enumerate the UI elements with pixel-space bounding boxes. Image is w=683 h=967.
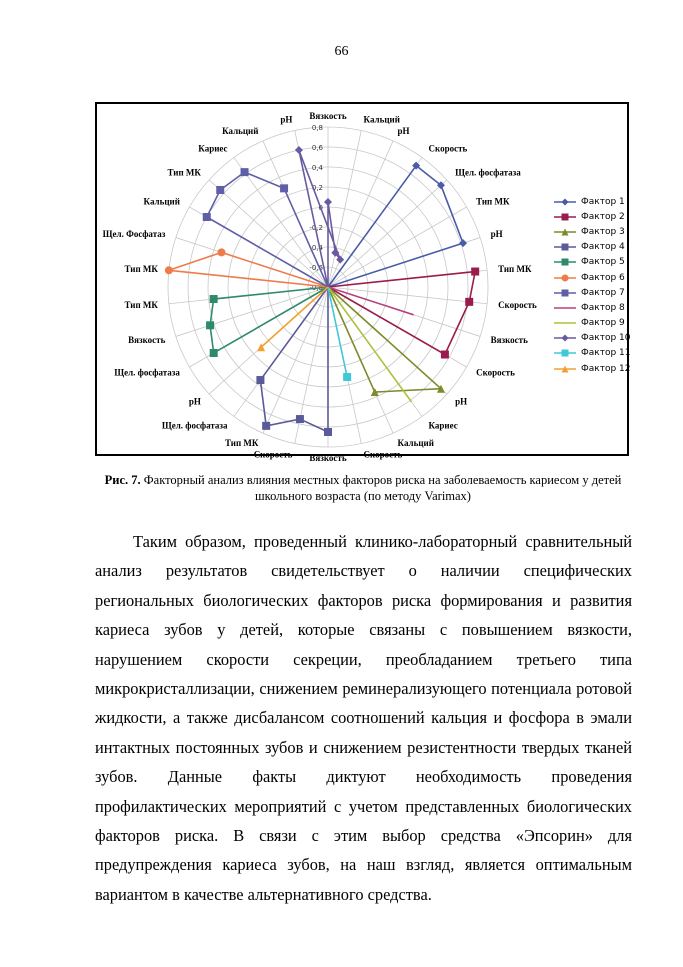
data-point — [296, 415, 304, 423]
legend-label: Фактор 2 — [581, 211, 625, 222]
legend-label: Фактор 12 — [581, 363, 631, 374]
category-label: Скорость — [253, 449, 293, 460]
radial-tick-label: 0,4 — [311, 164, 323, 172]
category-label: Щел. фосфатаза — [161, 420, 228, 431]
data-point — [262, 422, 270, 430]
series-line — [261, 287, 328, 347]
legend-swatch — [554, 348, 576, 358]
data-point — [241, 168, 249, 176]
legend-label: Фактор 4 — [581, 242, 625, 253]
category-label: pH — [455, 396, 468, 407]
legend-item — [554, 316, 626, 331]
figure-caption-label: Рис. 7. — [104, 473, 141, 487]
category-label: Вязкость — [128, 334, 166, 345]
data-point — [471, 268, 479, 276]
legend-swatch — [554, 364, 576, 374]
category-label: Вязкость — [309, 453, 347, 463]
legend-swatch — [554, 227, 576, 237]
legend-item — [554, 194, 626, 209]
figure-frame — [95, 102, 631, 463]
category-label: Вязкость — [490, 334, 528, 345]
category-label: Тип МК — [476, 196, 510, 207]
grid-spoke — [263, 287, 328, 433]
page-number: 66 — [334, 44, 349, 59]
category-label: Тип МК — [498, 264, 532, 275]
legend-item — [554, 224, 626, 239]
legend-item — [554, 255, 626, 270]
legend-item — [554, 331, 631, 346]
category-label: pH — [397, 125, 410, 136]
category-label: Тип МК — [124, 299, 158, 310]
legend-label: Фактор 3 — [581, 226, 625, 237]
category-label: pH — [490, 229, 503, 240]
legend-item — [554, 300, 626, 315]
category-label: Вязкость — [309, 111, 347, 121]
data-point — [217, 248, 225, 256]
data-point — [280, 184, 288, 192]
category-label: Кальций — [397, 438, 434, 449]
radial-tick-label: -0,8 — [309, 284, 323, 292]
category-label: Кариес — [198, 143, 228, 154]
data-point — [216, 186, 224, 194]
data-point — [203, 213, 211, 221]
category-label: Тип МК — [124, 264, 158, 275]
radial-tick-label: 0,6 — [311, 144, 323, 152]
category-label: pH — [188, 396, 201, 407]
legend-item — [554, 270, 626, 285]
category-label: Кальций — [363, 114, 400, 125]
category-label: Скорость — [498, 299, 537, 310]
category-label: Кариес — [428, 420, 458, 431]
category-label: Скорость — [428, 143, 468, 154]
grid-spoke — [328, 180, 447, 287]
legend-swatch — [554, 288, 576, 298]
data-point — [165, 266, 173, 274]
legend-label: Фактор 1 — [581, 196, 625, 207]
figure-caption — [90, 472, 636, 504]
data-point — [465, 298, 473, 306]
legend-item — [554, 209, 626, 224]
radial-tick-label: -0,4 — [309, 244, 323, 252]
legend-label: Фактор 7 — [581, 287, 625, 298]
legend-swatch — [554, 273, 576, 283]
legend-swatch — [554, 303, 576, 313]
radial-tick-label: -0,6 — [309, 264, 323, 272]
data-point — [206, 321, 214, 329]
legend-label: Фактор 10 — [581, 333, 631, 344]
radar-chart — [97, 104, 627, 463]
legend-swatch — [554, 318, 576, 328]
radial-tick-label: 0 — [318, 204, 323, 212]
data-point — [256, 376, 264, 384]
radial-tick-label: 0,2 — [311, 184, 323, 192]
legend-label: Фактор 11 — [581, 348, 631, 359]
data-point — [343, 373, 351, 381]
data-point — [324, 428, 332, 436]
category-label: Щел. фосфатаза — [114, 367, 180, 378]
radial-tick-label: 0,8 — [311, 124, 323, 132]
legend-swatch — [554, 212, 576, 222]
legend-label: Фактор 5 — [581, 257, 625, 268]
data-point — [295, 146, 303, 154]
category-label: Кальций — [222, 125, 259, 136]
legend-swatch — [554, 242, 576, 252]
legend-swatch — [554, 197, 576, 207]
legend-swatch — [554, 257, 576, 267]
radial-tick-label: -0,2 — [309, 224, 323, 232]
chart-legend — [554, 194, 631, 376]
legend-label: Фактор 8 — [581, 302, 625, 313]
category-label: Скорость — [476, 367, 515, 378]
category-label: Щел. Фосфатаз — [102, 229, 166, 240]
category-label: Скорость — [363, 449, 403, 460]
legend-label: Фактор 6 — [581, 272, 625, 283]
body-paragraph: Таким образом, проведенный клинико-лабораторный сравнительный анализ результатов свидетельствует о наличии специфических региональных биологических факторов риска формирования и развития кариеса зубов у детей, которые связаны с повышением вязкости, нарушением скорости секреции, преобладанием третьего типа микрокристаллизации, снижением реминерализующего потенциала ротовой жидкости, а также дисбалансом соотношений кальция и фосфора в эмали интактных постоянных зубов и снижением резистентности твердых тканей зубов. Данные факты диктуют необходимость проведения профилактических мероприятий с учетом представленных биологических факторов риска. В связи с этим выбор средства «Эпсорин» для предупреждения кариеса зубов, на наш взгляд, является оптимальным вариантом в качестве альтернативного средства. — [95, 532, 632, 904]
category-label: Тип МК — [225, 438, 259, 449]
category-label: Тип МК — [167, 167, 201, 178]
series-line — [328, 272, 475, 355]
data-point — [210, 349, 218, 357]
legend-item — [554, 361, 631, 376]
category-label: Кальций — [143, 196, 180, 207]
data-point — [441, 351, 449, 359]
category-label: Щел. фосфатаза — [455, 167, 521, 178]
category-label: pH — [280, 114, 293, 125]
legend-swatch — [554, 333, 576, 343]
data-point — [210, 295, 218, 303]
figure-caption-text: Факторный анализ влияния местных факторов риска на заболеваемость кариесом у детей школьного возраста (по методу Varimax) — [143, 473, 622, 503]
legend-item — [554, 285, 626, 300]
legend-item — [554, 240, 626, 255]
legend-label: Фактор 9 — [581, 318, 625, 329]
grid-spoke — [328, 141, 393, 287]
legend-item — [554, 346, 631, 361]
data-point — [324, 198, 332, 206]
